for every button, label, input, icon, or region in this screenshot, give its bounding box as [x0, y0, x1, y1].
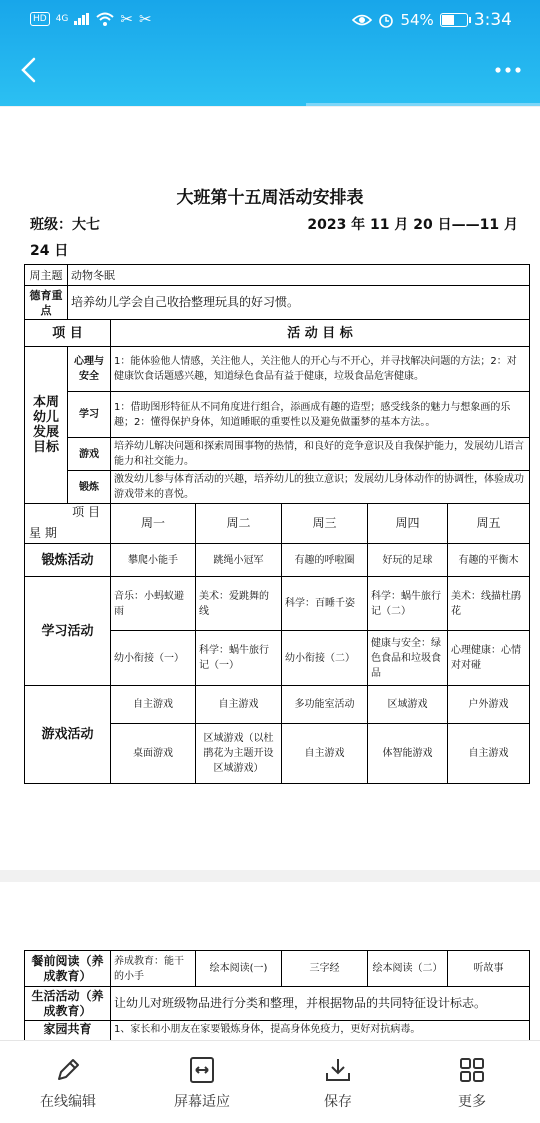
goal-text: 培养幼儿解决问题和探索周围事物的热情，和良好的竞争意识及自我保护能力，发展幼儿语言能力和社交能力。 [111, 438, 530, 471]
wifi-icon [96, 12, 114, 26]
document-page[interactable] [0, 882, 540, 1052]
battery-percent: 54% [400, 11, 434, 29]
day-header-corner [25, 504, 111, 544]
learning-cell: 科学：蜗牛旅行记（二） [368, 577, 448, 631]
home-label: 家园共育 [25, 1021, 111, 1055]
fit-screen-icon [187, 1055, 217, 1085]
item-label: 项 目 [25, 320, 111, 347]
dev-goals-label: 本周幼儿发展目标 [25, 347, 68, 504]
more-button[interactable] [422, 1055, 522, 1111]
game-cell: 自主游戏 [196, 686, 282, 724]
game-label: 游戏活动 [25, 686, 111, 784]
more-dots-icon [494, 62, 522, 78]
day-header: 周二 [196, 504, 282, 544]
day-header: 周一 [111, 504, 196, 544]
online-edit-label: 在线编辑 [40, 1094, 96, 1110]
learning-cell: 科学：百睡千姿 [282, 577, 368, 631]
schedule-table [24, 264, 530, 784]
theme-label: 周主题 [25, 265, 68, 286]
moral-value: 培养幼儿学会自己收拾整理玩具的好习惯。 [68, 286, 530, 320]
fit-screen-button[interactable] [152, 1055, 252, 1111]
meal-cell: 绘本阅读（二） [368, 951, 448, 987]
goal-area: 游戏 [68, 438, 111, 471]
learning-label: 学习活动 [25, 577, 111, 686]
home-value: 1、家长和小朋友在家要锻炼身体，提高身体免疫力，更好对抗病毒。 [111, 1021, 530, 1055]
date-range-end: 24 日 [30, 243, 69, 259]
grid-icon [457, 1055, 487, 1085]
more-menu-button[interactable] [494, 62, 522, 78]
network-label: 4G [55, 14, 69, 24]
goal-area: 学习 [68, 392, 111, 438]
goal-area: 锻炼 [68, 471, 111, 504]
exercise-cell: 有趣的呼啦圈 [282, 544, 368, 577]
hd-badge: HD [30, 12, 50, 26]
clock-time: 3:34 [473, 10, 512, 30]
learning-cell: 美术：线描杜鹃花 [448, 577, 530, 631]
theme-value: 动物冬眠 [68, 265, 530, 286]
exercise-label: 锻炼活动 [25, 544, 111, 577]
learning-cell: 音乐：小蚂蚁避雨 [111, 577, 196, 631]
bottom-toolbar [0, 1040, 540, 1123]
life-value: 让幼儿对班级物品进行分类和整理，并根据物品的共同特征设计标志。 [111, 987, 530, 1021]
game-cell: 自主游戏 [282, 724, 368, 784]
learning-cell: 科学：蜗牛旅行记（一） [196, 631, 282, 686]
online-edit-button[interactable] [18, 1055, 118, 1111]
goal-text: 激发幼儿参与体育活动的兴趣，培养幼儿的独立意识；发展幼儿身体动作的协调性，体验成功游戏带来的喜悦。 [111, 471, 530, 504]
alarm-icon [378, 12, 394, 28]
app-notification-icon: ✂ [138, 10, 152, 28]
signal-icon [74, 13, 90, 25]
meal-cell: 三字经 [282, 951, 368, 987]
save-button[interactable] [288, 1055, 388, 1111]
life-label: 生活活动（养成教育） [25, 987, 111, 1021]
class-label: 班级：大七 [30, 217, 100, 233]
goal-area: 心理与安全 [68, 347, 111, 392]
learning-cell: 心理健康：心情对对碰 [448, 631, 530, 686]
exercise-cell: 跳绳小冠军 [196, 544, 282, 577]
meal-cell: 养成教育：能干的小手 [111, 951, 196, 987]
app-notification-icon: ✂ [120, 10, 133, 28]
diag-bottom-label: 星 期 [29, 526, 57, 540]
learning-cell: 美术：爱跳舞的线 [196, 577, 282, 631]
learning-cell: 幼小衔接（一） [111, 631, 196, 686]
game-cell: 自主游戏 [111, 686, 196, 724]
game-cell: 区域游戏 [368, 686, 448, 724]
chevron-left-icon [14, 55, 44, 85]
day-header: 周五 [448, 504, 530, 544]
download-icon [323, 1055, 353, 1085]
meal-cell: 听故事 [448, 951, 530, 987]
app-header [0, 0, 540, 106]
game-cell: 户外游戏 [448, 686, 530, 724]
game-cell: 桌面游戏 [111, 724, 196, 784]
meal-label: 餐前阅读（养成教育） [25, 951, 111, 987]
day-header: 周四 [368, 504, 448, 544]
goal-text: 1：借助图形特征从不同角度进行组合，添画成有趣的造型；感受线条的魅力与想象画的乐趣；2：懂得保护身体，知道睡眠的重要性以及避免做噩梦的基本方法。。 [111, 392, 530, 438]
game-cell: 自主游戏 [448, 724, 530, 784]
game-cell: 区域游戏（以杜鹃花为主题开设区域游戏） [196, 724, 282, 784]
day-header: 周三 [282, 504, 368, 544]
status-bar [0, 0, 540, 40]
learning-cell: 健康与安全：绿色食品和垃圾食品 [368, 631, 448, 686]
fit-screen-label: 屏幕适应 [174, 1094, 230, 1110]
date-range: 2023 年 11 月 20 日——11 月 [307, 217, 518, 233]
exercise-cell: 有趣的平衡木 [448, 544, 530, 577]
game-cell: 多功能室活动 [282, 686, 368, 724]
more-label: 更多 [458, 1094, 486, 1110]
loading-progress [306, 103, 540, 106]
exercise-cell: 攀爬小能手 [111, 544, 196, 577]
document-title: 大班第十五周活动安排表 [176, 188, 364, 208]
meal-cell: 绘本阅读(一) [196, 951, 282, 987]
document-page[interactable] [0, 107, 540, 870]
pencil-icon [53, 1055, 83, 1085]
save-label: 保存 [324, 1094, 352, 1110]
game-cell: 体智能游戏 [368, 724, 448, 784]
moral-label: 德育重点 [25, 286, 68, 320]
diag-top-label: 项 目 [72, 505, 100, 519]
goals-header: 活 动 目 标 [111, 320, 530, 347]
exercise-cell: 好玩的足球 [368, 544, 448, 577]
learning-cell: 幼小衔接（二） [282, 631, 368, 686]
back-button[interactable] [14, 55, 44, 85]
eye-icon [352, 14, 372, 26]
goal-text: 1：能体验他人情感，关注他人，关注他人的开心与不开心，并寻找解决问题的方法；2：对健康饮食话题感兴趣，知道绿色食品有益于健康，垃圾食品危害健康。 [111, 347, 530, 392]
battery-icon [440, 13, 468, 27]
